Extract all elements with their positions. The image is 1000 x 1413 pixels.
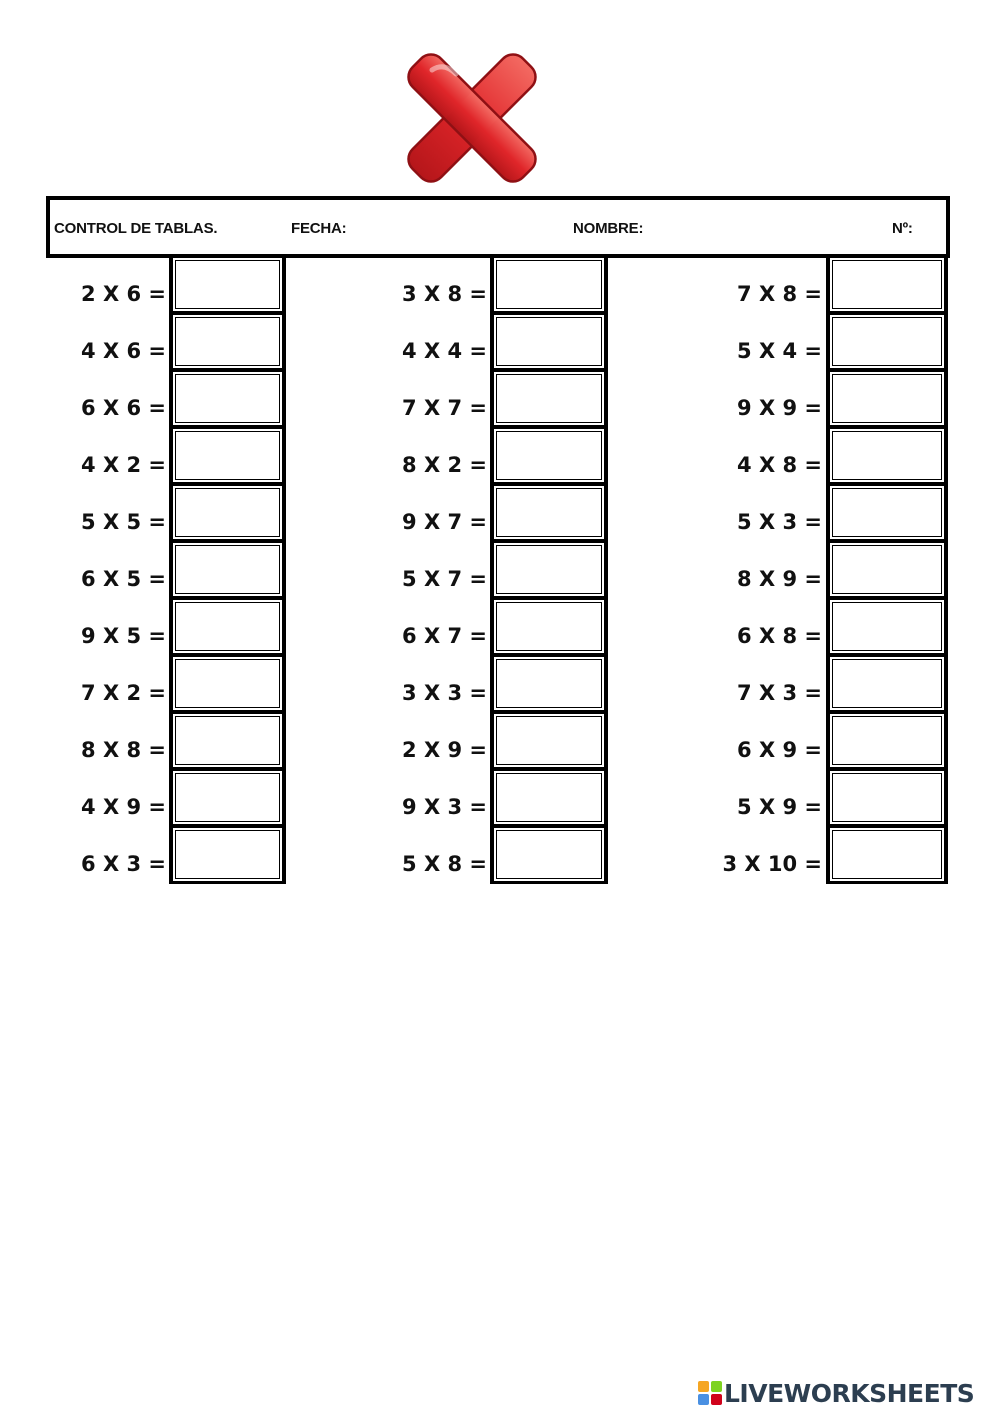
problem-expression: 5 X 9 = — [737, 795, 822, 819]
answer-box[interactable] — [492, 769, 606, 826]
red-cross-icon — [398, 44, 546, 192]
answer-box[interactable] — [492, 427, 606, 484]
problem-row — [700, 484, 948, 541]
problem-row — [700, 769, 948, 826]
problem-expression: 7 X 2 = — [81, 681, 166, 705]
problem-expression: 4 X 9 = — [81, 795, 166, 819]
problem-expression: 3 X 8 = — [402, 282, 487, 306]
problem-expression: 4 X 4 = — [402, 339, 487, 363]
problem-row — [700, 655, 948, 712]
problem-expression: 8 X 2 = — [402, 453, 487, 477]
problem-expression: 9 X 3 = — [402, 795, 487, 819]
problem-expression: 4 X 2 = — [81, 453, 166, 477]
problem-row — [40, 313, 286, 370]
answer-box[interactable] — [492, 655, 606, 712]
problem-expression: 5 X 7 = — [402, 567, 487, 591]
answer-box[interactable] — [171, 427, 284, 484]
problem-row — [700, 541, 948, 598]
problem-expression: 5 X 5 = — [81, 510, 166, 534]
problem-expression: 5 X 8 = — [402, 852, 487, 876]
problem-row — [360, 541, 608, 598]
problem-column-3 — [700, 256, 948, 884]
problem-expression: 4 X 6 = — [81, 339, 166, 363]
answer-box[interactable] — [171, 313, 284, 370]
answer-box[interactable] — [492, 484, 606, 541]
number-label: Nº: — [892, 220, 913, 237]
problem-expression: 7 X 7 = — [402, 396, 487, 420]
answer-box[interactable] — [171, 598, 284, 655]
problem-expression: 4 X 8 = — [737, 453, 822, 477]
problem-row — [360, 769, 608, 826]
name-label: NOMBRE: — [573, 220, 644, 237]
problem-expression: 6 X 9 = — [737, 738, 822, 762]
answer-box[interactable] — [828, 427, 946, 484]
problem-row — [40, 484, 286, 541]
problem-expression: 5 X 4 = — [737, 339, 822, 363]
problem-row — [700, 370, 948, 427]
problem-row — [40, 256, 286, 313]
answer-box[interactable] — [828, 712, 946, 769]
problem-row — [40, 655, 286, 712]
problem-expression: 6 X 7 = — [402, 624, 487, 648]
date-label: FECHA: — [291, 220, 347, 237]
problem-row — [40, 427, 286, 484]
problem-row — [700, 826, 948, 883]
problem-row — [360, 484, 608, 541]
problem-row — [700, 256, 948, 313]
problem-expression: 6 X 8 = — [737, 624, 822, 648]
problem-column-1 — [40, 256, 286, 884]
problem-row — [360, 598, 608, 655]
problem-column-2 — [360, 256, 608, 884]
problem-row — [360, 427, 608, 484]
answer-box[interactable] — [171, 712, 284, 769]
problem-expression: 9 X 7 = — [402, 510, 487, 534]
problem-row — [40, 712, 286, 769]
problem-expression: 6 X 3 = — [81, 852, 166, 876]
problem-row — [700, 598, 948, 655]
answer-box[interactable] — [492, 712, 606, 769]
answer-box[interactable] — [171, 655, 284, 712]
problem-row — [360, 256, 608, 313]
problem-row — [700, 313, 948, 370]
problem-expression: 2 X 9 = — [402, 738, 487, 762]
problem-row — [360, 313, 608, 370]
answer-box[interactable] — [171, 826, 284, 883]
answer-box[interactable] — [828, 655, 946, 712]
answer-box[interactable] — [492, 313, 606, 370]
answer-box[interactable] — [492, 826, 606, 883]
problem-row — [360, 370, 608, 427]
problem-expression: 9 X 9 = — [737, 396, 822, 420]
brand-footer — [698, 1378, 974, 1408]
problem-expression: 9 X 5 = — [81, 624, 166, 648]
problem-expression: 3 X 3 = — [402, 681, 487, 705]
answer-box[interactable] — [171, 769, 284, 826]
problem-expression: 5 X 3 = — [737, 510, 822, 534]
answer-box[interactable] — [828, 484, 946, 541]
problem-expression: 8 X 9 = — [737, 567, 822, 591]
answer-box[interactable] — [828, 598, 946, 655]
worksheet-header — [46, 196, 950, 258]
problem-expression: 6 X 5 = — [81, 567, 166, 591]
problem-row — [360, 712, 608, 769]
problem-row — [360, 826, 608, 883]
problem-row — [700, 427, 948, 484]
answer-box[interactable] — [171, 484, 284, 541]
problem-row — [40, 598, 286, 655]
answer-box[interactable] — [828, 826, 946, 883]
answer-box[interactable] — [492, 541, 606, 598]
answer-box[interactable] — [171, 541, 284, 598]
liveworksheets-logo-icon — [698, 1381, 722, 1405]
answer-box[interactable] — [171, 256, 284, 313]
problem-row — [40, 370, 286, 427]
answer-box[interactable] — [492, 256, 606, 313]
problem-expression: 7 X 3 = — [737, 681, 822, 705]
answer-box[interactable] — [828, 256, 946, 313]
problem-expression: 6 X 6 = — [81, 396, 166, 420]
answer-box[interactable] — [828, 370, 946, 427]
answer-box[interactable] — [828, 541, 946, 598]
answer-box[interactable] — [828, 769, 946, 826]
worksheet-title: CONTROL DE TABLAS. — [54, 220, 218, 237]
problem-expression: 7 X 8 = — [737, 282, 822, 306]
problem-row — [40, 826, 286, 883]
brand-name: LIVEWORKSHEETS — [724, 1378, 975, 1408]
problem-expression: 3 X 10 = — [722, 852, 822, 876]
answer-box[interactable] — [492, 598, 606, 655]
answer-box[interactable] — [492, 370, 606, 427]
problem-expression: 2 X 6 = — [81, 282, 166, 306]
problem-row — [40, 541, 286, 598]
answer-box[interactable] — [171, 370, 284, 427]
problem-expression: 8 X 8 = — [81, 738, 166, 762]
problem-row — [700, 712, 948, 769]
problem-row — [360, 655, 608, 712]
problem-row — [40, 769, 286, 826]
answer-box[interactable] — [828, 313, 946, 370]
